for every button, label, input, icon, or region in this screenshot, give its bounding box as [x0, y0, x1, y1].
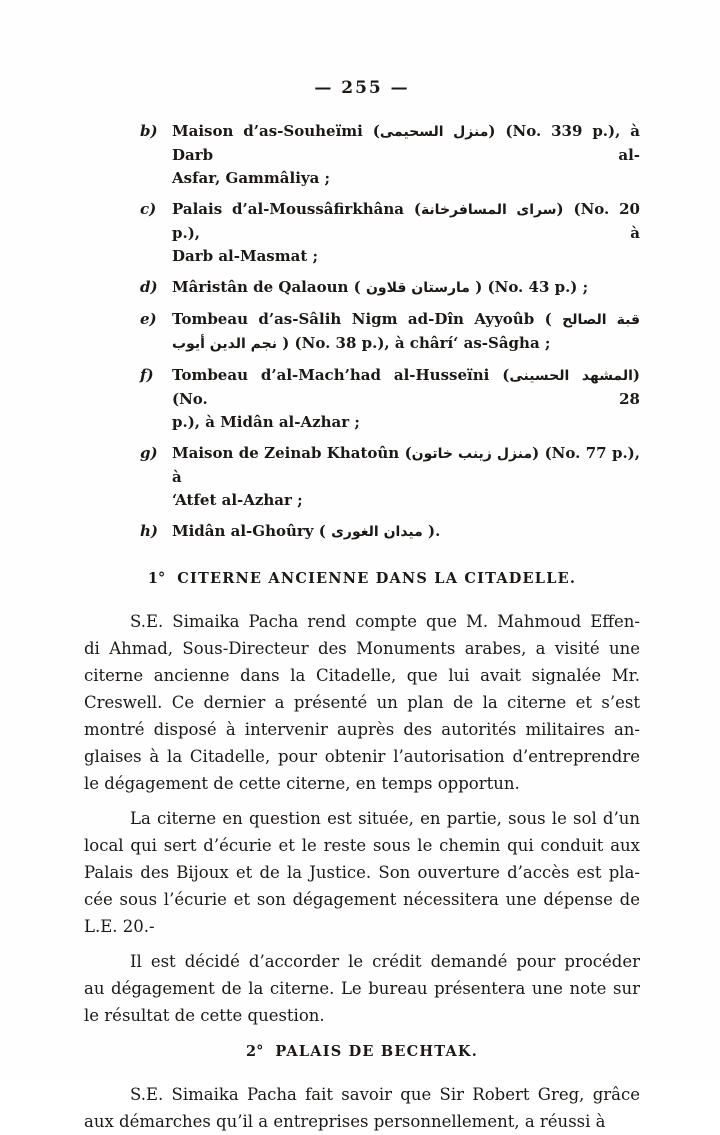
monument-list: [84, 120, 640, 544]
text-line: Maison d’as-Souheïmi (منزل السحيمى) (No. 339 p.), à Darb al-: [172, 122, 640, 164]
list-item-text: [172, 442, 640, 512]
text-line: Midân al-Ghoûry ( ميدان الغورى ).: [172, 522, 441, 540]
text-line: le dégagement de cette citerne, en temps opportun.: [84, 774, 520, 793]
arabic-text: نجم الدين أيوب: [172, 336, 277, 352]
list-item-text: [172, 276, 640, 300]
list-item: [140, 442, 640, 512]
list-item: [140, 364, 640, 434]
list-item-label: d): [140, 278, 158, 296]
text-line: S.E. Simaika Pacha rend compte que M. Mahmoud Effen-: [130, 612, 640, 631]
text-line: ‘Atfet al-Azhar ;: [172, 491, 303, 509]
list-item-label: h): [140, 522, 159, 540]
text-line: di Ahmad, Sous-Directeur des Monuments arabes, a visité une: [84, 639, 640, 658]
text-line: Mâristân de Qalaoun ( مارستان قلاون ) (No. 43 p.) ;: [172, 278, 589, 296]
section-title: CITERNE ANCIENNE DANS LA CITADELLE.: [177, 570, 577, 587]
section-heading: [84, 1043, 640, 1061]
text-line: Creswell. Ce dernier a présenté un plan de la citerne et s’est: [84, 693, 640, 712]
arabic-text: منزل زينب خاتون: [411, 446, 533, 462]
text-line: local qui sert d’écurie et le reste sous le chemin qui conduit aux: [84, 836, 640, 855]
text-line: La citerne en question est située, en partie, sous le sol d’un: [130, 809, 640, 828]
list-item-label: c): [140, 200, 157, 218]
list-item-label: b): [140, 122, 158, 140]
text-line: Darb al-Masmat ;: [172, 247, 319, 265]
text-line: Il est décidé d’accorder le crédit demandé pour procéder: [130, 952, 640, 971]
list-item-text: [172, 308, 640, 356]
arabic-text: مارستان قلاون: [365, 280, 470, 296]
text-line: Palais des Bijoux et de la Justice. Son ouverture d’accès est pla-: [84, 863, 640, 882]
list-item-text: [172, 198, 640, 268]
arabic-text: سراى المسافرخانة: [420, 202, 557, 218]
list-item: [140, 276, 640, 300]
section-number: 2°: [246, 1043, 264, 1060]
section-heading: [84, 570, 640, 588]
list-item-text: [172, 520, 640, 544]
text-line: glaises à la Citadelle, pour obtenir l’autorisation d’entreprendre: [84, 747, 640, 766]
arabic-text: منزل السحيمى: [379, 124, 489, 140]
text-line: Tombeau d’al-Mach’had al-Husseïni (المشهد الحسينى) (No. 28: [172, 366, 640, 408]
text-line: S.E. Simaika Pacha fait savoir que Sir Robert Greg, grâce: [130, 1085, 640, 1104]
list-item: [140, 308, 640, 356]
arabic-text: قبة الصالح: [562, 312, 640, 328]
text-line: citerne ancienne dans la Citadelle, que lui avait signalée Mr.: [84, 666, 640, 685]
sections-container: [84, 570, 640, 1135]
text-line: Maison de Zeinab Khatoûn (منزل زينب خاتون) (No. 77 p.), à: [172, 444, 640, 486]
list-item-label: e): [140, 310, 157, 328]
text-line: Asfar, Gammâliya ;: [172, 169, 331, 187]
text-line: le résultat de cette question.: [84, 1006, 325, 1025]
section-title: PALAIS DE BECHTAK.: [275, 1043, 478, 1060]
text-line: L.E. 20.-: [84, 917, 155, 936]
paragraph: [84, 948, 640, 1029]
section-number: 1°: [147, 570, 166, 587]
text-line: cée sous l’écurie et son dégagement nécessitera une dépense de: [84, 890, 640, 909]
text-line: au dégagement de la citerne. Le bureau présentera une note sur: [84, 979, 640, 998]
paragraph: [84, 1081, 640, 1135]
list-item: [140, 120, 640, 190]
arabic-text: المشهد الحسينى: [509, 368, 633, 384]
text-line: montré disposé à intervenir auprès des autorités militaires an-: [84, 720, 640, 739]
paragraph: [84, 608, 640, 797]
page-number: — 255 —: [314, 78, 410, 98]
list-item-label: g): [140, 444, 158, 462]
list-item: [140, 198, 640, 268]
text-line: aux démarches qu’il a entreprises personnellement, a réussi à: [84, 1112, 606, 1131]
list-item-text: [172, 120, 640, 190]
text-line: Tombeau d’as-Sâlih Nigm ad-Dîn Ayyoûb ( قبة الصالح: [172, 310, 640, 328]
list-item-label: f): [140, 366, 154, 384]
text-line: Palais d’al-Moussâfirkhâna (سراى المسافرخانة) (No. 20 p.), à: [172, 200, 640, 242]
paragraph: [84, 805, 640, 940]
list-item-text: [172, 364, 640, 434]
list-item: [140, 520, 640, 544]
text-line: p.), à Midân al-Azhar ;: [172, 413, 360, 431]
arabic-text: ميدان الغورى: [331, 524, 423, 540]
text-line: نجم الدين أيوب ) (No. 38 p.), à chârí‘ as-Sâgha ;: [172, 334, 551, 352]
